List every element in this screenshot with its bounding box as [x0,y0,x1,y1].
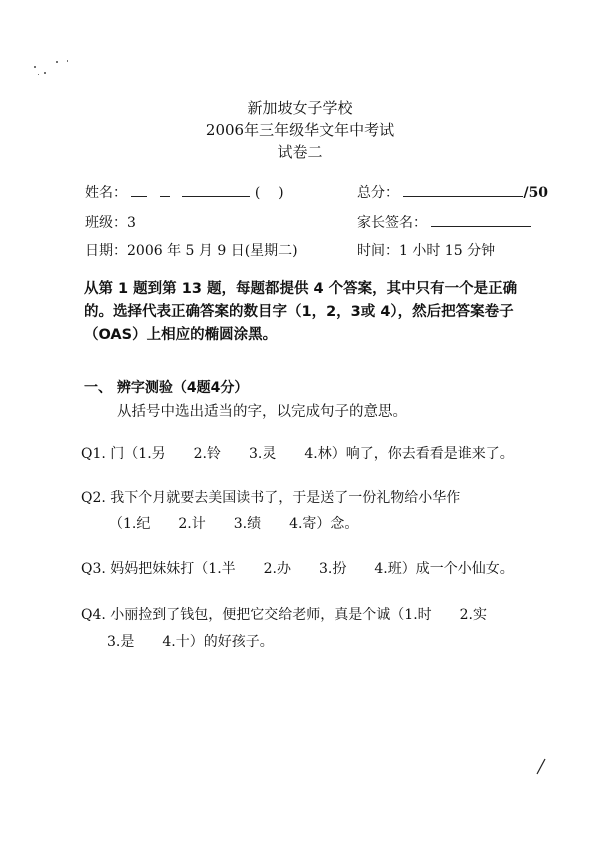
parent-signature-blank[interactable] [431,214,531,227]
section-instruction: 从括号中选出适当的字，以完成句子的意思。 [117,404,407,420]
class-value: 3 [127,215,136,231]
name-label: 姓名： [85,185,127,201]
name-field [85,182,284,202]
name-blank[interactable] [160,184,170,197]
section-heading: 一、 辨字测验（4题4分） [84,380,249,396]
instructions: 从第 1 题到第 13 题，每题都提供 4 个答案，其中只有一个是正确的。选择代表正确答案的数目字（1，2，3或 4），然后把答案卷子（OAS）上相应的椭圆涂黑。 [84,281,518,343]
scan-speck [38,74,39,75]
exam-title: 2006年三年级华文年中考试 [205,121,395,139]
date-label: 日期： [85,243,127,259]
scan-speck [67,60,68,62]
parent-signature-label: 家长签名： [357,215,427,231]
date-value: 2006 年 5 月 9 日(星期二) [127,243,298,259]
school-name: 新加坡女子学校 [247,99,353,117]
total-label: 总分： [357,185,399,201]
name-blank[interactable] [182,184,250,197]
register-number-paren: ( ) [254,185,284,201]
name-blank[interactable] [131,184,147,197]
question-4-options: 3.是 4.十）的好孩子。 [107,634,274,650]
time-value: 1 小时 15 分钟 [399,243,496,259]
class-label: 班级： [85,215,127,231]
question-2-options: （1.纪 2.计 3.绩 4.寄）念。 [109,516,359,532]
question-4: Q4. 小丽捡到了钱包，便把它交给老师，真是个诚（1.时 2.实 [81,607,487,623]
question-1: Q1. 门（1.另 2.铃 3.灵 4.林）响了，你去看看是谁来了。 [81,446,514,462]
parent-signature-field [357,212,531,232]
scan-speck [34,66,36,68]
question-3: Q3. 妈妈把妹妹打（1.半 2.办 3.扮 4.班）成一个小仙女。 [81,561,514,577]
total-field [357,182,548,202]
total-blank[interactable] [403,184,523,197]
total-max: /50 [523,185,549,201]
pen-mark [534,758,548,776]
time-label: 时间： [357,243,399,259]
scan-speck [56,61,58,63]
question-2: Q2. 我下个月就要去美国读书了，于是送了一份礼物给小华作 [81,490,461,506]
class-field [85,212,136,232]
paper-title: 试卷二 [277,143,323,161]
date-field [85,240,298,260]
time-field [357,240,495,260]
scan-speck [44,72,46,74]
